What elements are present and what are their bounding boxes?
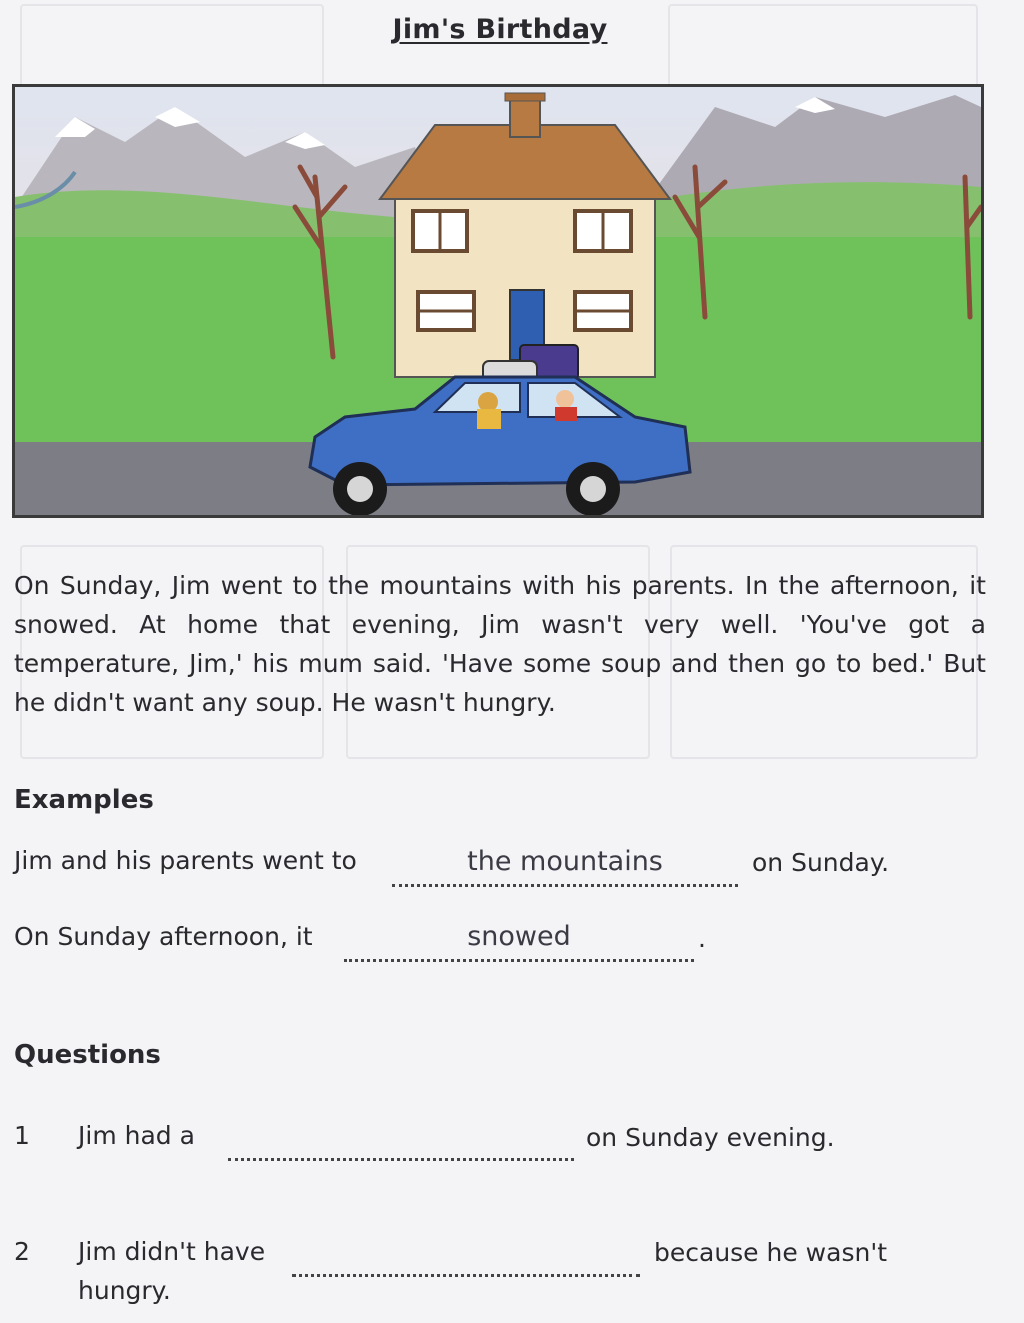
question-2-suffix-line2: hungry. [78, 1276, 171, 1305]
question-2-answer-field[interactable] [292, 1274, 640, 1277]
example-1-blank [392, 884, 738, 887]
example-1-prompt: Jim and his parents went to [14, 846, 357, 875]
question-2-prompt: Jim didn't have [78, 1237, 266, 1266]
question-2-number: 2 [14, 1237, 30, 1266]
question-1-prompt: Jim had a [78, 1121, 195, 1150]
page-title: Jim's Birthday [392, 14, 608, 45]
example-2-suffix: . [698, 924, 706, 953]
example-1-suffix: on Sunday. [752, 848, 890, 877]
question-1-number: 1 [14, 1121, 30, 1150]
story-illustration [12, 84, 984, 518]
example-2-blank [344, 959, 694, 962]
question-1-answer-field[interactable] [228, 1158, 574, 1161]
house-car-scene-icon [15, 87, 981, 515]
questions-heading: Questions [14, 1040, 161, 1070]
examples-heading: Examples [14, 785, 154, 815]
example-1-answer: the mountains [467, 846, 663, 877]
question-1-suffix: on Sunday evening. [586, 1123, 835, 1152]
question-2-suffix: because he wasn't [654, 1238, 887, 1267]
story-paragraph: On Sunday, Jim went to the mountains with his parents. In the afternoon, it snowed. At home that evening, Jim wasn't very well. 'You've got a temperature, Jim,' his mum said. 'Have some soup and then go to bed.' But he didn't want any soup. He wasn't hungry. [14, 571, 986, 717]
example-2-prompt: On Sunday afternoon, it [14, 922, 313, 951]
example-2-answer: snowed [467, 921, 571, 952]
